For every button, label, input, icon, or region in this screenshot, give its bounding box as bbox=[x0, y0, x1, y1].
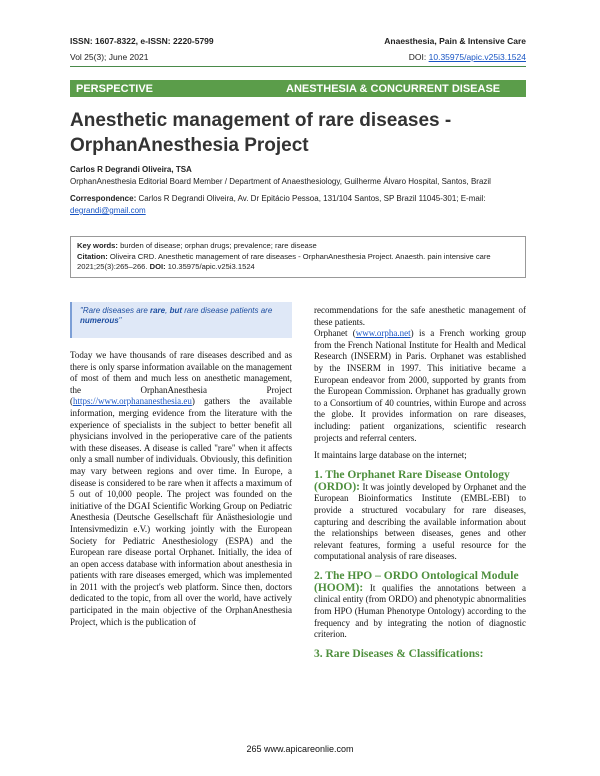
citation-doi-label: DOI: bbox=[149, 262, 166, 271]
paragraph-database: It maintains large database on the internet; bbox=[314, 450, 467, 461]
section-heading-hoom: 2. The HPO – ORDO Ontological Module bbox=[314, 569, 519, 582]
citation-doi: 10.35975/apic.v25i3.1524 bbox=[167, 262, 255, 271]
author-name: Carlos R Degrandi Oliveira, TSA bbox=[70, 165, 192, 174]
page-footer: 265 www.apicareonlie.com bbox=[246, 744, 354, 754]
left-column bbox=[70, 350, 292, 628]
title-line-1: Anesthetic management of rare diseases - bbox=[70, 110, 452, 131]
paragraph-intro: Today we have thousands of rare diseases described and as there is only sparse information available on the management of most of them and much less on anesthetic management, the OrphanAnesthesia Project (https://www.orphananesthesia.eu) gathers the available information, merging evidence from the literature with the experience of specialists in the subject to better benefit all physicians involved in the perioperative care of the patients with these diseases. A disease is called "rare" when it affects only a small number of individuals. Obviously, this definition may vary between regions and over time. In Europe, a disease is considered to be rare when it affects a maximum of 5 out of 10,000 people. The project was founded on the initiative of the DGAI Scientific Working Group on Pediatric Anesthesia (Deutsche Gesellschaft für Anästhesiologie und Intensivmedizin e.V.) working jointly with the European Society for Pediatric Anesthesiology (ESPA) and the European rare disease portal Orphanet. Initially, the idea of an open access database with information about anesthesia in patients with rare diseases emerged, which was implemented in 2011 with the project's web platform. Since then, doctors dedicated to the topic, from all over the world, have actively participated in the main objective of the OrphanAnesthesia Project, which is the publication of bbox=[70, 350, 292, 627]
title-line-2: OrphanAnesthesia Project bbox=[70, 135, 309, 156]
pull-quote: "Rare diseases are rare, but rare disease patients are numerous" bbox=[70, 302, 292, 338]
author-block bbox=[70, 164, 526, 188]
orphanet-link[interactable]: www.orpha.net bbox=[355, 328, 411, 339]
section-banner bbox=[70, 80, 526, 97]
keywords-label: Key words: bbox=[77, 241, 118, 250]
header-rule bbox=[70, 66, 526, 67]
paragraph-hoom: (HOOM): It qualifies the annotations between a clinical entity (from ORDO) and phenotypic abnormalities from HPO (Human Phenotype Ontology) according to the frequency and by integrating the notion of diagnostic criterion. bbox=[314, 581, 526, 640]
citation-label: Citation: bbox=[77, 251, 108, 261]
correspondence-label: Correspondence: bbox=[70, 194, 137, 203]
section-heading-ordo: 1. The Orphanet Rare Disease Ontology bbox=[314, 468, 510, 481]
orphananesthesia-link[interactable]: https://www.orphananesthesia.eu bbox=[73, 396, 192, 407]
article-type: PERSPECTIVE bbox=[76, 82, 154, 95]
right-column bbox=[314, 305, 526, 661]
author-affiliation: OrphanAnesthesia Editorial Board Member / Department of Anaesthesiology, Guilherme Álvaro Hospital, Santos, Brazil bbox=[70, 177, 491, 186]
page-title bbox=[70, 108, 526, 158]
email-link[interactable]: degrandi@gmail.com bbox=[70, 206, 146, 215]
section-heading-classifications: 3. Rare Diseases & Classifications: bbox=[314, 647, 484, 660]
paragraph-ordo: (ORDO): It was jointly developed by Orphanet and the European Bioinformatics Institute (EMBL-EBI) to provide a structured vocabulary for rare diseases, capturing and describing the available information about the relationships between diseases, genes and other relevant features, forming a useful resource for the computational analysis of rare diseases. bbox=[314, 480, 526, 562]
citation-text: Oliveira CRD. Anesthetic management of rare diseases - OrphanAnesthesia Project. Anaesth. pain intensive care 2021;25(3):265–266. bbox=[77, 251, 491, 271]
running-header bbox=[70, 36, 526, 46]
paragraph-recommendations: recommendations for the safe anesthetic management of these patients. bbox=[314, 305, 526, 327]
journal-name: Anaesthesia, Pain & Intensive Care bbox=[384, 36, 526, 46]
issn: ISSN: 1607-8322, e-ISSN: 2220-5799 bbox=[70, 36, 214, 46]
article-category: ANESTHESIA & CONCURRENT DISEASE bbox=[286, 82, 501, 95]
correspondence-block bbox=[70, 193, 526, 217]
correspondence-text: Carlos R Degrandi Oliveira, Av. Dr Epitácio Pessoa, 131/104 Santos, SP Brazil 11045-301; E-mail: bbox=[138, 194, 486, 203]
doi-link[interactable]: 10.35975/apic.v25i3.1524 bbox=[428, 52, 526, 62]
issue-line bbox=[70, 52, 526, 62]
keywords-text: burden of disease; orphan drugs; prevalence; rare disease bbox=[120, 241, 317, 250]
paragraph-orphanet: Orphanet (www.orpha.net) is a French working group from the French National Institute for Health and Medical Research (INSERM) in Paris. Orphanet was established by the INSERM in 1997. This initiative became a European endeavor from 2000, supported by grants from the European Commission. Orphanet has gradually grown to a Consortium of 40 countries, within Europe and across the globe. It provides information on rare diseases, including: patient organizations, scientific research projects and referral centers. bbox=[314, 328, 527, 443]
keywords-box bbox=[70, 236, 526, 278]
doi-line: DOI: 10.35975/apic.v25i3.1524 bbox=[408, 52, 526, 62]
volume: Vol 25(3); June 2021 bbox=[70, 52, 149, 62]
